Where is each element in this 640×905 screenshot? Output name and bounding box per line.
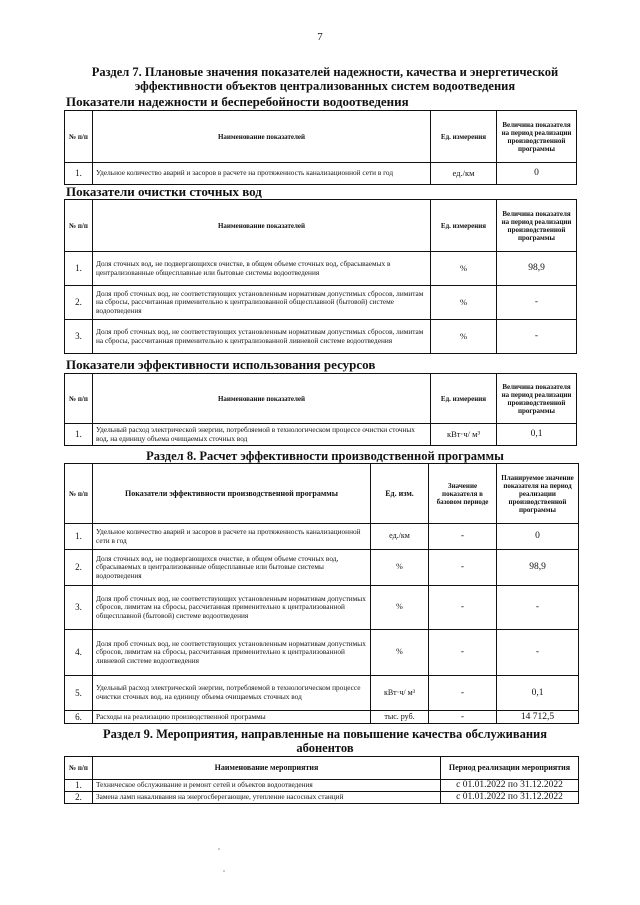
column-header-base: Значение показателя в базовом периоде [429,464,497,524]
row-unit: % [371,630,429,676]
table-header-row [65,757,579,780]
row-name: Удельный расход электрической энергии, потребляемой в технологическом процессе очистки сточных вод, на единицу объема очищаемых сточных вод [93,424,431,446]
row-unit: % [431,286,497,320]
column-header-value: Величина показателя на период реализации производственной программы [497,111,577,163]
row-num: 1. [65,424,93,446]
row-value: 98,9 [497,252,577,286]
row-value: 0 [497,163,577,185]
table-header-row [65,464,579,524]
table-row [65,792,579,804]
column-header-period: Период реализации мероприятия [441,757,579,780]
column-header-name: Наименование показателей [93,111,431,163]
section9-table [64,756,579,804]
page-number: 7 [317,31,323,43]
column-header-num: № п/п [65,111,93,163]
table-row [65,676,579,711]
table-row [65,163,577,185]
efficiency-heading: Показатели эффективности использования ресурсов [66,357,376,372]
row-unit: кВт·ч/ м³ [431,424,497,446]
row-unit: % [431,320,497,354]
section8-title: Раздел 8. Расчет эффективности производственной программы [146,449,504,463]
row-planned: 14 712,5 [497,711,579,724]
column-header-num: № п/п [65,757,93,780]
column-header-planned: Планируемое значение показателя на период реализации производственной программы [497,464,579,524]
row-name: Удельное количество аварий и засоров в расчете на протяженность канализационной сети в год [93,163,431,185]
treatment-heading: Показатели очистки сточных вод [66,184,262,199]
reliability-heading: Показатели надежности и бесперебойности водоотведения [66,94,409,109]
row-name: Доля проб сточных вод, не соответствующих установленным нормативам допустимых сбросов, лимитам на сбросы, рассчитанная применительно к централизованной ливневой системе водоотведения [93,630,371,676]
row-num: 2. [65,286,93,320]
row-num: 1. [65,163,93,185]
row-unit: тыс. руб. [371,711,429,724]
column-header-name: Наименование показателей [93,374,431,424]
row-base: - [429,524,497,550]
section9-title-line2: абонентов [296,741,354,755]
table-header-row [65,111,577,163]
row-name: Доля проб сточных вод, не соответствующих установленным нормативам допустимых сбросов, лимитам на сбросы, рассчитанная применительно к централизованной ливневой системе водоотведения [93,320,431,354]
row-num: 2. [65,550,93,586]
column-header-unit: Ед. изм. [371,464,429,524]
row-base: - [429,586,497,630]
row-num: 4. [65,630,93,676]
row-unit: кВт·ч/ м³ [371,676,429,711]
row-value: 0,1 [497,424,577,446]
row-base: - [429,711,497,724]
row-num: 2. [65,792,93,804]
row-name: Доля проб сточных вод, не соответствующих установленным нормативам допустимых сбросов, лимитам на сбросы, рассчитанная применительно к централизованной общесплавной (бытовой) системе водоотведения [93,586,371,630]
row-name: Удельный расход электрической энергии, потребляемой в технологическом процессе очистки сточных вод, на единицу объема очищаемых сточных вод [93,676,371,711]
column-header-name: Показатели эффективности производственной программы [93,464,371,524]
column-header-unit: Ед. измерения [431,200,497,252]
table-row [65,524,579,550]
column-header-value: Величина показателя на период реализации производственной программы [497,374,577,424]
row-unit: % [431,252,497,286]
reliability-table [64,110,577,185]
scan-speck [223,870,225,872]
table-row [65,711,579,724]
table-header-row [65,374,577,424]
row-num: 1. [65,780,93,792]
column-header-name: Наименование мероприятия [93,757,441,780]
row-base: - [429,550,497,586]
table-row [65,252,577,286]
row-planned: - [497,630,579,676]
row-planned: 98,9 [497,550,579,586]
row-name: Доля проб сточных вод, не соответствующих установленным нормативам допустимых сбросов, лимитам на сбросы, рассчитанная применительно к централизованной общесплавной (бытовой) системе водоотведения [93,286,431,320]
table-header-row [65,200,577,252]
column-header-unit: Ед. измерения [431,374,497,424]
section9-title-line1: Раздел 9. Мероприятия, направленные на повышение качества обслуживания [102,727,548,741]
section8-table [64,463,579,724]
scan-speck [218,848,220,850]
table-row [65,286,577,320]
row-name: Доля сточных вод, не подвергающихся очистке, в общем объеме сточных вод, сбрасываемых в централизованные общесплавные или бытовые системы водоотведения [93,252,431,286]
row-name: Доля сточных вод, не подвергающихся очистке, в общем объеме сточных вод, сбрасываемых в централизованные общесплавные или бытовые системы водоотведения [93,550,371,586]
row-name: Замена ламп накаливания на энергосберегающие, утепление насосных станций [93,792,441,804]
row-base: - [429,676,497,711]
row-planned: - [497,586,579,630]
row-period: с 01.01.2022 по 31.12.2022 [441,792,579,804]
row-planned: 0,1 [497,676,579,711]
row-value: - [497,320,577,354]
row-num: 5. [65,676,93,711]
section7-title-line1: Раздел 7. Плановые значения показателей надежности, качества и энергетической [91,65,559,79]
table-row [65,586,579,630]
column-header-num: № п/п [65,200,93,252]
row-period: с 01.01.2022 по 31.12.2022 [441,780,579,792]
column-header-num: № п/п [65,374,93,424]
row-num: 1. [65,524,93,550]
row-base: - [429,630,497,676]
row-num: 1. [65,252,93,286]
table-row [65,320,577,354]
row-name: Удельное количество аварий и засоров в расчете на протяженность канализационной сети в год [93,524,371,550]
row-name: Расходы на реализацию производственной программы [93,711,371,724]
table-row [65,780,579,792]
treatment-table [64,199,577,354]
column-header-num: № п/п [65,464,93,524]
row-unit: ед./км [371,524,429,550]
table-row [65,424,577,446]
row-num: 3. [65,320,93,354]
row-name: Техническое обслуживание и ремонт сетей и объектов водоотведения [93,780,441,792]
row-planned: 0 [497,524,579,550]
table-row [65,550,579,586]
row-unit: ед./км [431,163,497,185]
column-header-unit: Ед. измерения [431,111,497,163]
row-num: 3. [65,586,93,630]
row-num: 6. [65,711,93,724]
row-unit: % [371,586,429,630]
table-row [65,630,579,676]
row-value: - [497,286,577,320]
efficiency-table [64,373,577,446]
section7-title-line2: эффективности объектов централизованных систем водоотведения [134,79,516,93]
row-unit: % [371,550,429,586]
column-header-value: Величина показателя на период реализации производственной программы [497,200,577,252]
column-header-name: Наименование показателей [93,200,431,252]
